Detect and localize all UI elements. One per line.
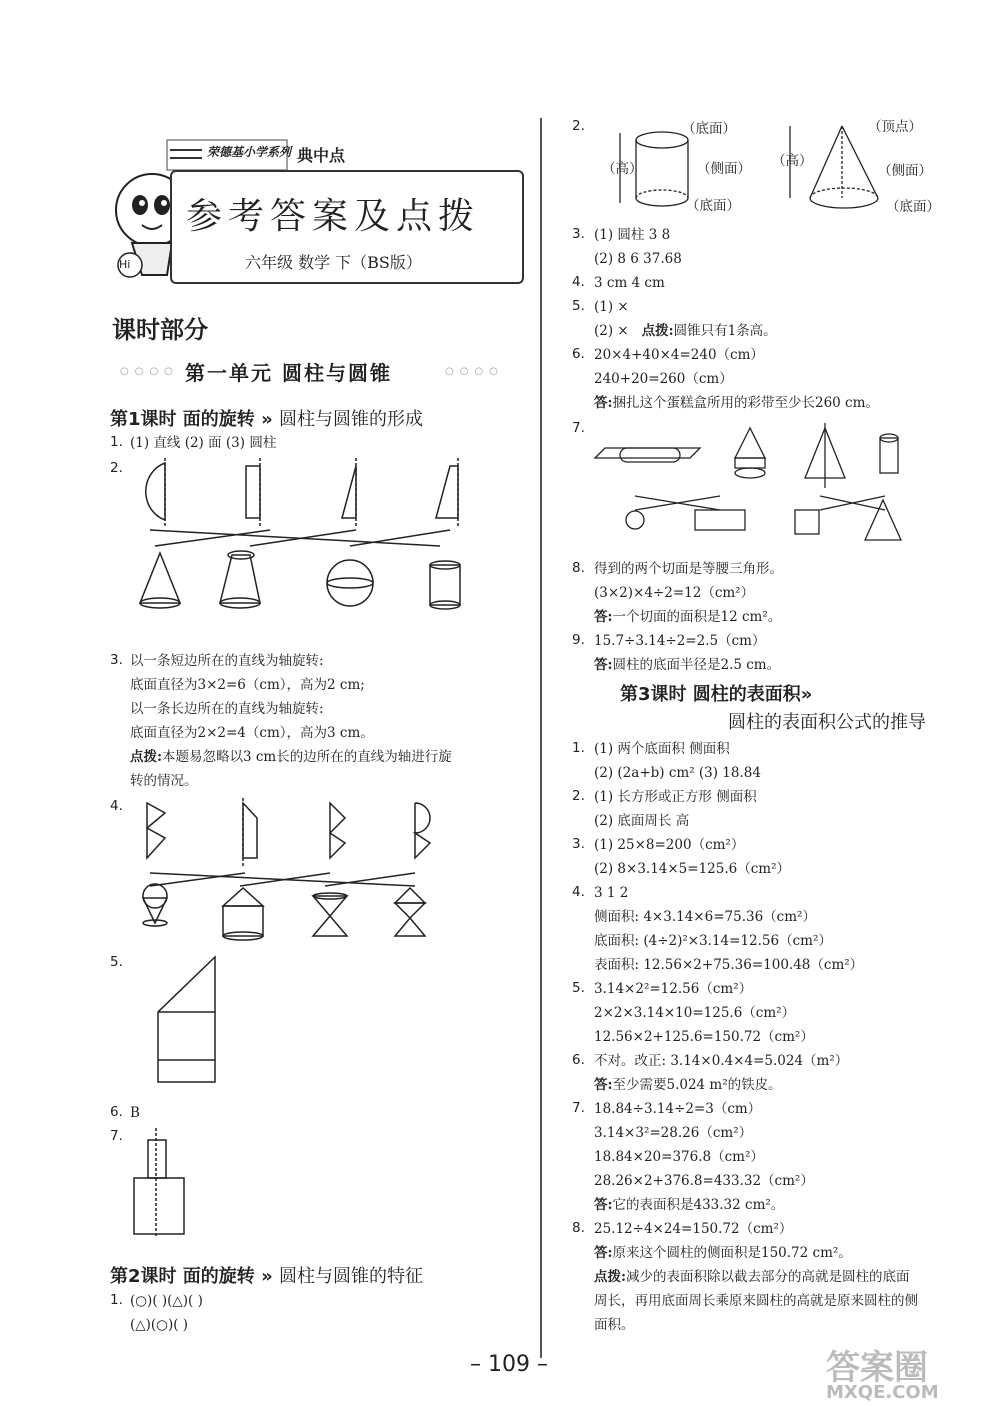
l1-q5-num: 5. bbox=[110, 954, 123, 970]
l3-q3a: (1) 25×8=200（cm²） bbox=[594, 837, 745, 853]
l2-q1-num: 1. bbox=[110, 1292, 123, 1308]
r-q2-height1: （高） bbox=[602, 161, 643, 177]
answer-text: 圆柱的底面半径是2.5 cm。 bbox=[612, 657, 781, 673]
l1-q2-num: 2. bbox=[110, 460, 123, 476]
l3-q7e bbox=[594, 1196, 784, 1214]
answer-text: 一个切面的面积是12 cm²。 bbox=[612, 609, 782, 625]
answer-label: 答: bbox=[594, 1197, 613, 1213]
l3-q2-num: 2. bbox=[572, 788, 585, 804]
l1-q7-num: 7. bbox=[110, 1128, 123, 1144]
l3-q7a: 18.84÷3.14÷2=3（cm） bbox=[594, 1101, 762, 1117]
lesson1-subtitle: 圆柱与圆锥的形成 bbox=[278, 409, 423, 430]
r-q6c bbox=[594, 394, 879, 412]
r-q3-a: (1) 圆柱 3 8 bbox=[594, 227, 671, 243]
r-q2-side1: （侧面） bbox=[697, 161, 751, 177]
r-q8c bbox=[594, 608, 781, 626]
l3-q3b: (2) 8×3.14×5=125.6（cm²） bbox=[594, 861, 791, 877]
r-q6b: 240+20=260（cm） bbox=[594, 371, 733, 387]
l3-q2b: (2) 底面周长 高 bbox=[594, 813, 690, 829]
l3-q8-num: 8. bbox=[572, 1220, 585, 1236]
answer-label: 答: bbox=[594, 1245, 613, 1261]
lesson2-subtitle: 圆柱与圆锥的特征 bbox=[278, 1266, 423, 1287]
l3-q1b: (2) (2a+b) cm² (3) 18.84 bbox=[594, 765, 761, 781]
l3-q4c: 底面积: (4÷2)²×3.14=12.56（cm²） bbox=[594, 933, 832, 949]
r-q8-num: 8. bbox=[572, 560, 585, 576]
series-logo: 荣德基小学系列 bbox=[207, 145, 292, 159]
l1-q3-num: 3. bbox=[110, 652, 123, 668]
l1-q3-line3: 以一条长边所在的直线为轴旋转: bbox=[130, 701, 324, 717]
l1-q6-answer: B bbox=[130, 1105, 140, 1121]
r-q3-num: 3. bbox=[572, 226, 585, 242]
l3-q7c: 18.84×20=376.8（cm²） bbox=[594, 1149, 764, 1165]
l3-q7-num: 7. bbox=[572, 1100, 585, 1116]
r-q2-base2: （底面） bbox=[686, 198, 740, 214]
r-q2-base1: （底面） bbox=[682, 121, 736, 137]
l3-q2a: (1) 长方形或正方形 侧面积 bbox=[594, 789, 757, 805]
l1-q1-num: 1. bbox=[110, 434, 123, 450]
l3-q7d: 28.26×2+376.8=433.32（cm²） bbox=[594, 1173, 814, 1189]
l3-q6b bbox=[594, 1076, 782, 1094]
l3-q8a: 25.12÷4×24=150.72（cm²） bbox=[594, 1221, 793, 1237]
header-title: 参考答案及点拨 bbox=[186, 196, 481, 237]
column-divider bbox=[540, 118, 542, 1358]
watermark-url: MXQE.COM bbox=[826, 1382, 939, 1403]
l3-q6a: 不对。改正: 3.14×0.4×4=5.024（m²） bbox=[594, 1053, 849, 1069]
l3-q8c bbox=[594, 1268, 909, 1286]
r-q5a: (1) × bbox=[594, 299, 629, 315]
l2-q1-line1: (○)( )(△)( ) bbox=[130, 1293, 203, 1309]
section-title: 课时部分 bbox=[112, 316, 208, 344]
tip-text: 减少的表面积除以截去部分的高就是圆柱的底面 bbox=[625, 1269, 910, 1285]
r-q4: 3 cm 4 cm bbox=[594, 275, 665, 291]
l3-q5b: 2×2×3.14×10=125.6（cm²） bbox=[594, 1005, 796, 1021]
r-q4-num: 4. bbox=[572, 274, 585, 290]
r-q2-apex: （顶点） bbox=[868, 119, 922, 135]
lesson3-title: 第3课时 圆柱的表面积» bbox=[620, 684, 813, 705]
r-q8b: (3×2)×4÷2=12（cm²） bbox=[594, 585, 755, 601]
r-q8a: 得到的两个切面是等腰三角形。 bbox=[594, 561, 783, 577]
answer-text: 至少需要5.024 m²的铁皮。 bbox=[612, 1077, 782, 1093]
l1-q5-figure bbox=[150, 952, 290, 1092]
hi-badge: Hi bbox=[119, 258, 131, 271]
answer-text: 捆扎这个蛋糕盒所用的彩带至少长260 cm。 bbox=[612, 395, 879, 411]
l3-q6-num: 6. bbox=[572, 1052, 585, 1068]
r-q7-figure bbox=[590, 418, 910, 548]
l1-q7-figure bbox=[130, 1128, 210, 1238]
unit-title: 第一单元 圆柱与圆锥 bbox=[185, 361, 392, 385]
l1-q3-line4: 底面直径为2×2=4（cm），高为3 cm。 bbox=[130, 725, 374, 741]
l3-q8e: 面积。 bbox=[594, 1317, 635, 1333]
lesson2-title-main: 第2课时 面的旋转 bbox=[110, 1266, 255, 1287]
l1-q1-answer: (1) 直线 (2) 面 (3) 圆柱 bbox=[130, 435, 277, 451]
l3-q7b: 3.14×3²=28.26（cm²） bbox=[594, 1125, 753, 1141]
l1-q3-line1: 以一条短边所在的直线为轴旋转: bbox=[130, 653, 324, 669]
l1-q3-line2: 底面直径为3×2=6（cm），高为2 cm; bbox=[130, 677, 365, 693]
r-q2-base3: （底面） bbox=[886, 199, 940, 215]
l3-q4b: 侧面积: 4×3.14×6=75.36（cm²） bbox=[594, 909, 816, 925]
answer-label: 答: bbox=[594, 1077, 613, 1093]
tip-label: 点拨: bbox=[594, 1269, 626, 1285]
r-q9b bbox=[594, 656, 780, 674]
brand-logo: 典中点 bbox=[297, 146, 346, 165]
l1-q3-tip2: 转的情况。 bbox=[130, 773, 198, 789]
l3-q5-num: 5. bbox=[572, 980, 585, 996]
r-q5b-text: (2) × bbox=[594, 323, 629, 339]
l1-q4-num: 4. bbox=[110, 798, 123, 814]
l1-q4-figure bbox=[125, 798, 445, 968]
l3-q5c: 12.56×2+125.6=150.72（cm²） bbox=[594, 1029, 814, 1045]
dots-left: ○○○○ bbox=[120, 366, 179, 377]
lesson1-title: 第1课时 面的旋转 » 圆柱与圆锥的形成 bbox=[110, 409, 423, 430]
r-q6-num: 6. bbox=[572, 346, 585, 362]
r-q2-side2: （侧面） bbox=[878, 163, 932, 179]
header-subtitle: 六年级 数学 下（BS版） bbox=[245, 253, 422, 272]
tip-label: 点拨: bbox=[130, 749, 162, 765]
dots-right: ○○○○ bbox=[445, 366, 504, 377]
l3-q1a: (1) 两个底面积 侧面积 bbox=[594, 741, 730, 757]
l3-q8b bbox=[594, 1244, 852, 1262]
r-q9-num: 9. bbox=[572, 632, 585, 648]
answer-text: 它的表面积是433.32 cm²。 bbox=[612, 1197, 785, 1213]
l1-q3-tip bbox=[130, 748, 452, 766]
l2-q1-line2: (△)(○)( ) bbox=[130, 1317, 189, 1333]
answer-label: 答: bbox=[594, 609, 613, 625]
l3-q4d: 表面积: 12.56×2+75.36=100.48（cm²） bbox=[594, 957, 864, 973]
lesson1-title-main: 第1课时 面的旋转 bbox=[110, 409, 255, 430]
l3-q8d: 周长，再用底面周长乘原来圆柱的高就是原来圆柱的侧 bbox=[594, 1293, 918, 1309]
l3-q4a: 3 1 2 bbox=[594, 885, 629, 901]
watermark: 答案圈 bbox=[826, 1348, 928, 1388]
page-number: – 109 – bbox=[470, 1352, 548, 1377]
lesson2-title: 第2课时 面的旋转 » 圆柱与圆锥的特征 bbox=[110, 1266, 423, 1287]
answer-label: 答: bbox=[594, 395, 613, 411]
l1-q2-figure bbox=[120, 458, 500, 618]
r-q2-height2: （高） bbox=[772, 153, 813, 169]
r-q5b bbox=[594, 322, 777, 340]
tip-text: 圆锥只有1条高。 bbox=[673, 323, 777, 339]
r-q9a: 15.7÷3.14÷2=2.5（cm） bbox=[594, 633, 766, 649]
r-q6a: 20×4+40×4=240（cm） bbox=[594, 347, 764, 363]
answer-label: 答: bbox=[594, 657, 613, 673]
l1-q6-num: 6. bbox=[110, 1104, 123, 1120]
lesson3-subtitle: 圆柱的表面积公式的推导 bbox=[728, 712, 926, 733]
tip-text: 本题易忽略以3 cm长的边所在的直线为轴进行旋 bbox=[161, 749, 452, 765]
l3-q3-num: 3. bbox=[572, 836, 585, 852]
r-q7-num: 7. bbox=[572, 420, 585, 436]
l3-q1-num: 1. bbox=[572, 740, 585, 756]
r-q5-num: 5. bbox=[572, 298, 585, 314]
tip-label: 点拨: bbox=[641, 323, 674, 339]
r-q3-b: (2) 8 6 37.68 bbox=[594, 251, 682, 267]
l3-q4-num: 4. bbox=[572, 884, 585, 900]
l3-q5a: 3.14×2²=12.56（cm²） bbox=[594, 981, 753, 997]
answer-text: 原来这个圆柱的侧面积是150.72 cm²。 bbox=[612, 1245, 852, 1261]
r-q2-num: 2. bbox=[572, 118, 585, 134]
